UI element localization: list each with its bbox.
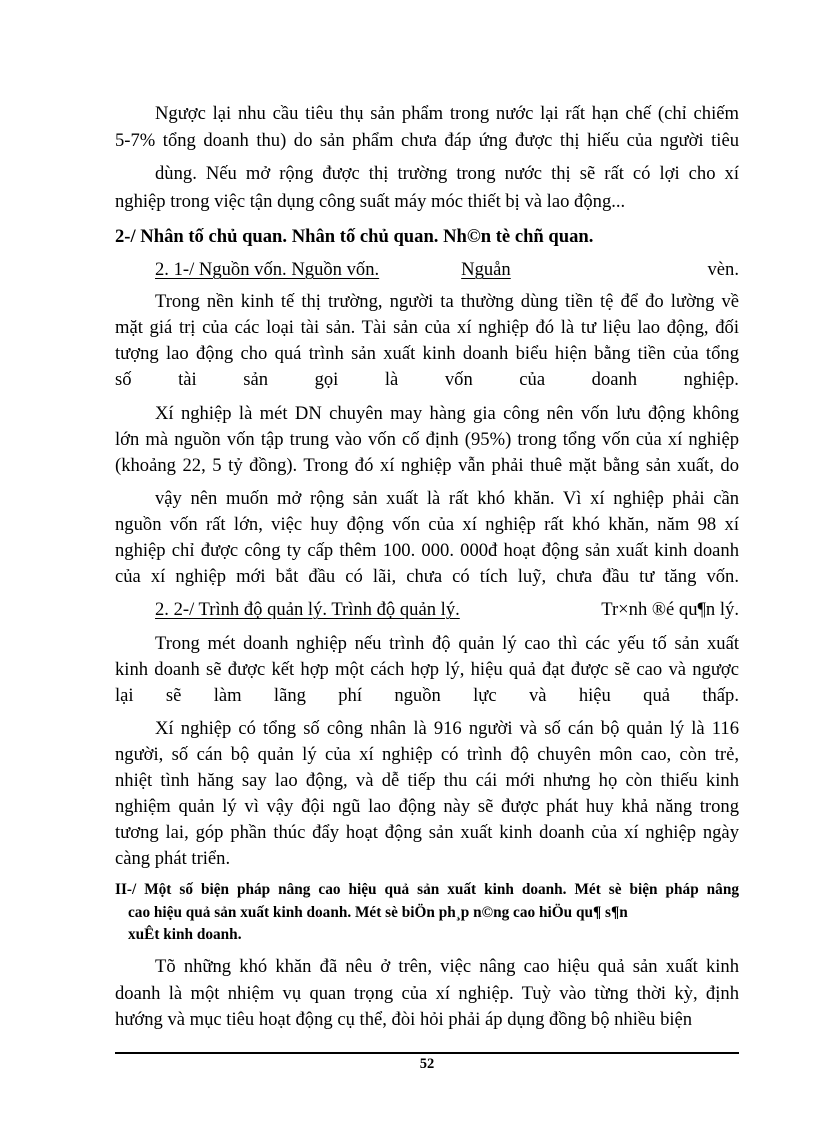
word: doanh xyxy=(591,369,638,390)
subsection-heading-part: 2. 1-/ Nguồn vốn. Nguồn vốn. xyxy=(155,259,380,280)
paragraph-line: nghiệm quản lý vì vậy đội ngũ lao động này sẽ được phát huy khả năng trong xyxy=(115,796,739,817)
word: phí xyxy=(338,685,363,706)
subsection-heading-part: Nguån xyxy=(461,259,511,280)
section-heading: 2-/ Nhân tố chủ quan. Nhân tố chủ quan. Nh©n tè chñ quan. xyxy=(115,226,594,247)
paragraph-line: dùng. Nếu mở rộng được thị trường trong nước thị sẽ rất có lợi cho xí xyxy=(155,163,739,184)
paragraph-line: Xí nghiệp có tổng số công nhân là 916 người và số cán bộ quản lý là 116 xyxy=(155,718,739,739)
subsection-heading xyxy=(155,258,739,282)
paragraph-line: Xí nghiệp là mét DN chuyên may hàng gia công nên vốn lưu động không xyxy=(155,403,739,424)
paragraph-line: nghiệp chỉ được công ty cấp thêm 100. 000. 000đ hoạt động sản xuất kinh doanh xyxy=(115,540,739,561)
paragraph-line: người, số cán bộ quản lý của xí nghiệp có trình độ chuyên môn cao, còn trẻ, xyxy=(115,744,739,765)
word: gọi xyxy=(314,369,339,390)
paragraph-line: lớn mà nguồn vốn tập trung vào vốn cố định (95%) trong tổng vốn của xí nghiệp xyxy=(115,429,739,450)
paragraph-line: vậy nên muốn mở rộng sản xuất là rất khó khăn. Vì xí nghiệp phải cần xyxy=(155,488,739,509)
word: là xyxy=(384,369,399,390)
spaced-line xyxy=(115,684,739,708)
word: sẽ xyxy=(165,685,182,706)
paragraph-line: nguồn vốn rất lớn, việc huy động vốn của xí nghiệp rất khó khăn, năm 98 xí xyxy=(115,514,739,535)
paragraph-line xyxy=(115,368,739,392)
spaced-line xyxy=(115,368,739,392)
subsection-heading xyxy=(155,598,739,622)
paragraph-line: kinh doanh sẽ được kết hợp một cách hợp lý, hiệu quả đạt được sẽ cao và ngược xyxy=(115,659,739,680)
paragraph-line: càng phát triển. xyxy=(115,848,231,869)
word: của xyxy=(519,369,546,390)
paragraph-line: mặt giá trị của các loại tài sản. Tài sản của xí nghiệp đó là tư liệu lao động, đối xyxy=(115,317,739,338)
word: nguồn xyxy=(394,685,441,706)
paragraph-line: Trong nền kinh tế thị trường, người ta thường dùng tiền tệ để đo lường về xyxy=(155,291,739,312)
word: lãng xyxy=(273,685,306,706)
paragraph-line: doanh là một nhiệm vụ quan trọng của xí nghiệp. Tuỳ vào từng thời kỳ, định xyxy=(115,983,739,1004)
word: làm xyxy=(213,685,242,706)
paragraph-line: Ngược lại nhu cầu tiêu thụ sản phẩm trong nước lại rất hạn chế (chỉ chiếm xyxy=(155,103,739,124)
word: tài xyxy=(178,369,197,390)
paragraph-line: nghiệp trong việc tận dụng công suất máy móc thiết bị và lao động... xyxy=(115,191,626,212)
paragraph-line: (khoảng 22, 5 tỷ đồng). Trong đó xí nghiệp vẫn phải thuê mặt bằng sản xuất, do xyxy=(115,455,739,476)
word: nghiệp. xyxy=(683,369,739,390)
word: hiệu xyxy=(578,685,611,706)
subsection-heading-part: Tr×nh ®é qu¶n lý. xyxy=(601,599,739,620)
paragraph-line: nhiệt tình hăng say lao động, và dễ tiếp thu cái mới nhưng họ còn thiếu kinh xyxy=(115,770,739,791)
word: vốn xyxy=(444,369,473,390)
word: lại xyxy=(115,685,134,706)
word: thấp. xyxy=(702,685,739,706)
word: quả xyxy=(643,685,670,706)
chapter-heading-line: cao hiệu quả sản xuất kinh doanh. Mét sè biÖn ph¸p n©ng cao hiÖu qu¶ s¶n xyxy=(128,904,628,921)
paragraph-line: 5-7% tổng doanh thu) do sản phẩm chưa đáp ứng được thị hiếu của người tiêu xyxy=(115,130,739,151)
paragraph-line: tương lai, góp phần thúc đẩy hoạt động sản xuất kinh doanh của xí nghiệp ngày xyxy=(115,822,739,843)
paragraph-line xyxy=(115,684,739,708)
word: và xyxy=(528,685,547,706)
chapter-heading-line: II-/ Một số biện pháp nâng cao hiệu quả sản xuất kinh doanh. Mét sè biện pháp nâng xyxy=(115,881,739,898)
subsection-heading-part: vèn. xyxy=(707,259,739,280)
word: sản xyxy=(243,369,269,390)
paragraph-line: của xí nghiệp mới bắt đầu có lãi, chưa có tích luỹ, chưa đầu tư tăng vốn. xyxy=(115,566,739,587)
paragraph-line: hướng và mục tiêu hoạt động cụ thể, đòi hỏi phải áp dụng đồng bộ nhiều biện xyxy=(115,1009,693,1030)
footer-divider xyxy=(115,1052,739,1054)
paragraph-line: Trong mét doanh nghiệp nếu trình độ quản lý cao thì các yếu tố sản xuất xyxy=(155,633,739,654)
page-number: 52 xyxy=(419,1056,435,1072)
paragraph-line: tượng lao động cho quá trình sản xuất kinh doanh biểu hiện bằng tiền của tổng xyxy=(115,343,739,364)
word: số xyxy=(115,369,132,390)
subsection-heading-part: 2. 2-/ Trình độ quản lý. Trình độ quản lý. xyxy=(155,599,460,620)
chapter-heading-line: xuÊt kinh doanh. xyxy=(128,926,242,943)
paragraph-line: Tõ những khó khăn đã nêu ở trên, việc nâng cao hiệu quả sản xuất kinh xyxy=(155,956,739,977)
word: lực xyxy=(473,685,497,706)
